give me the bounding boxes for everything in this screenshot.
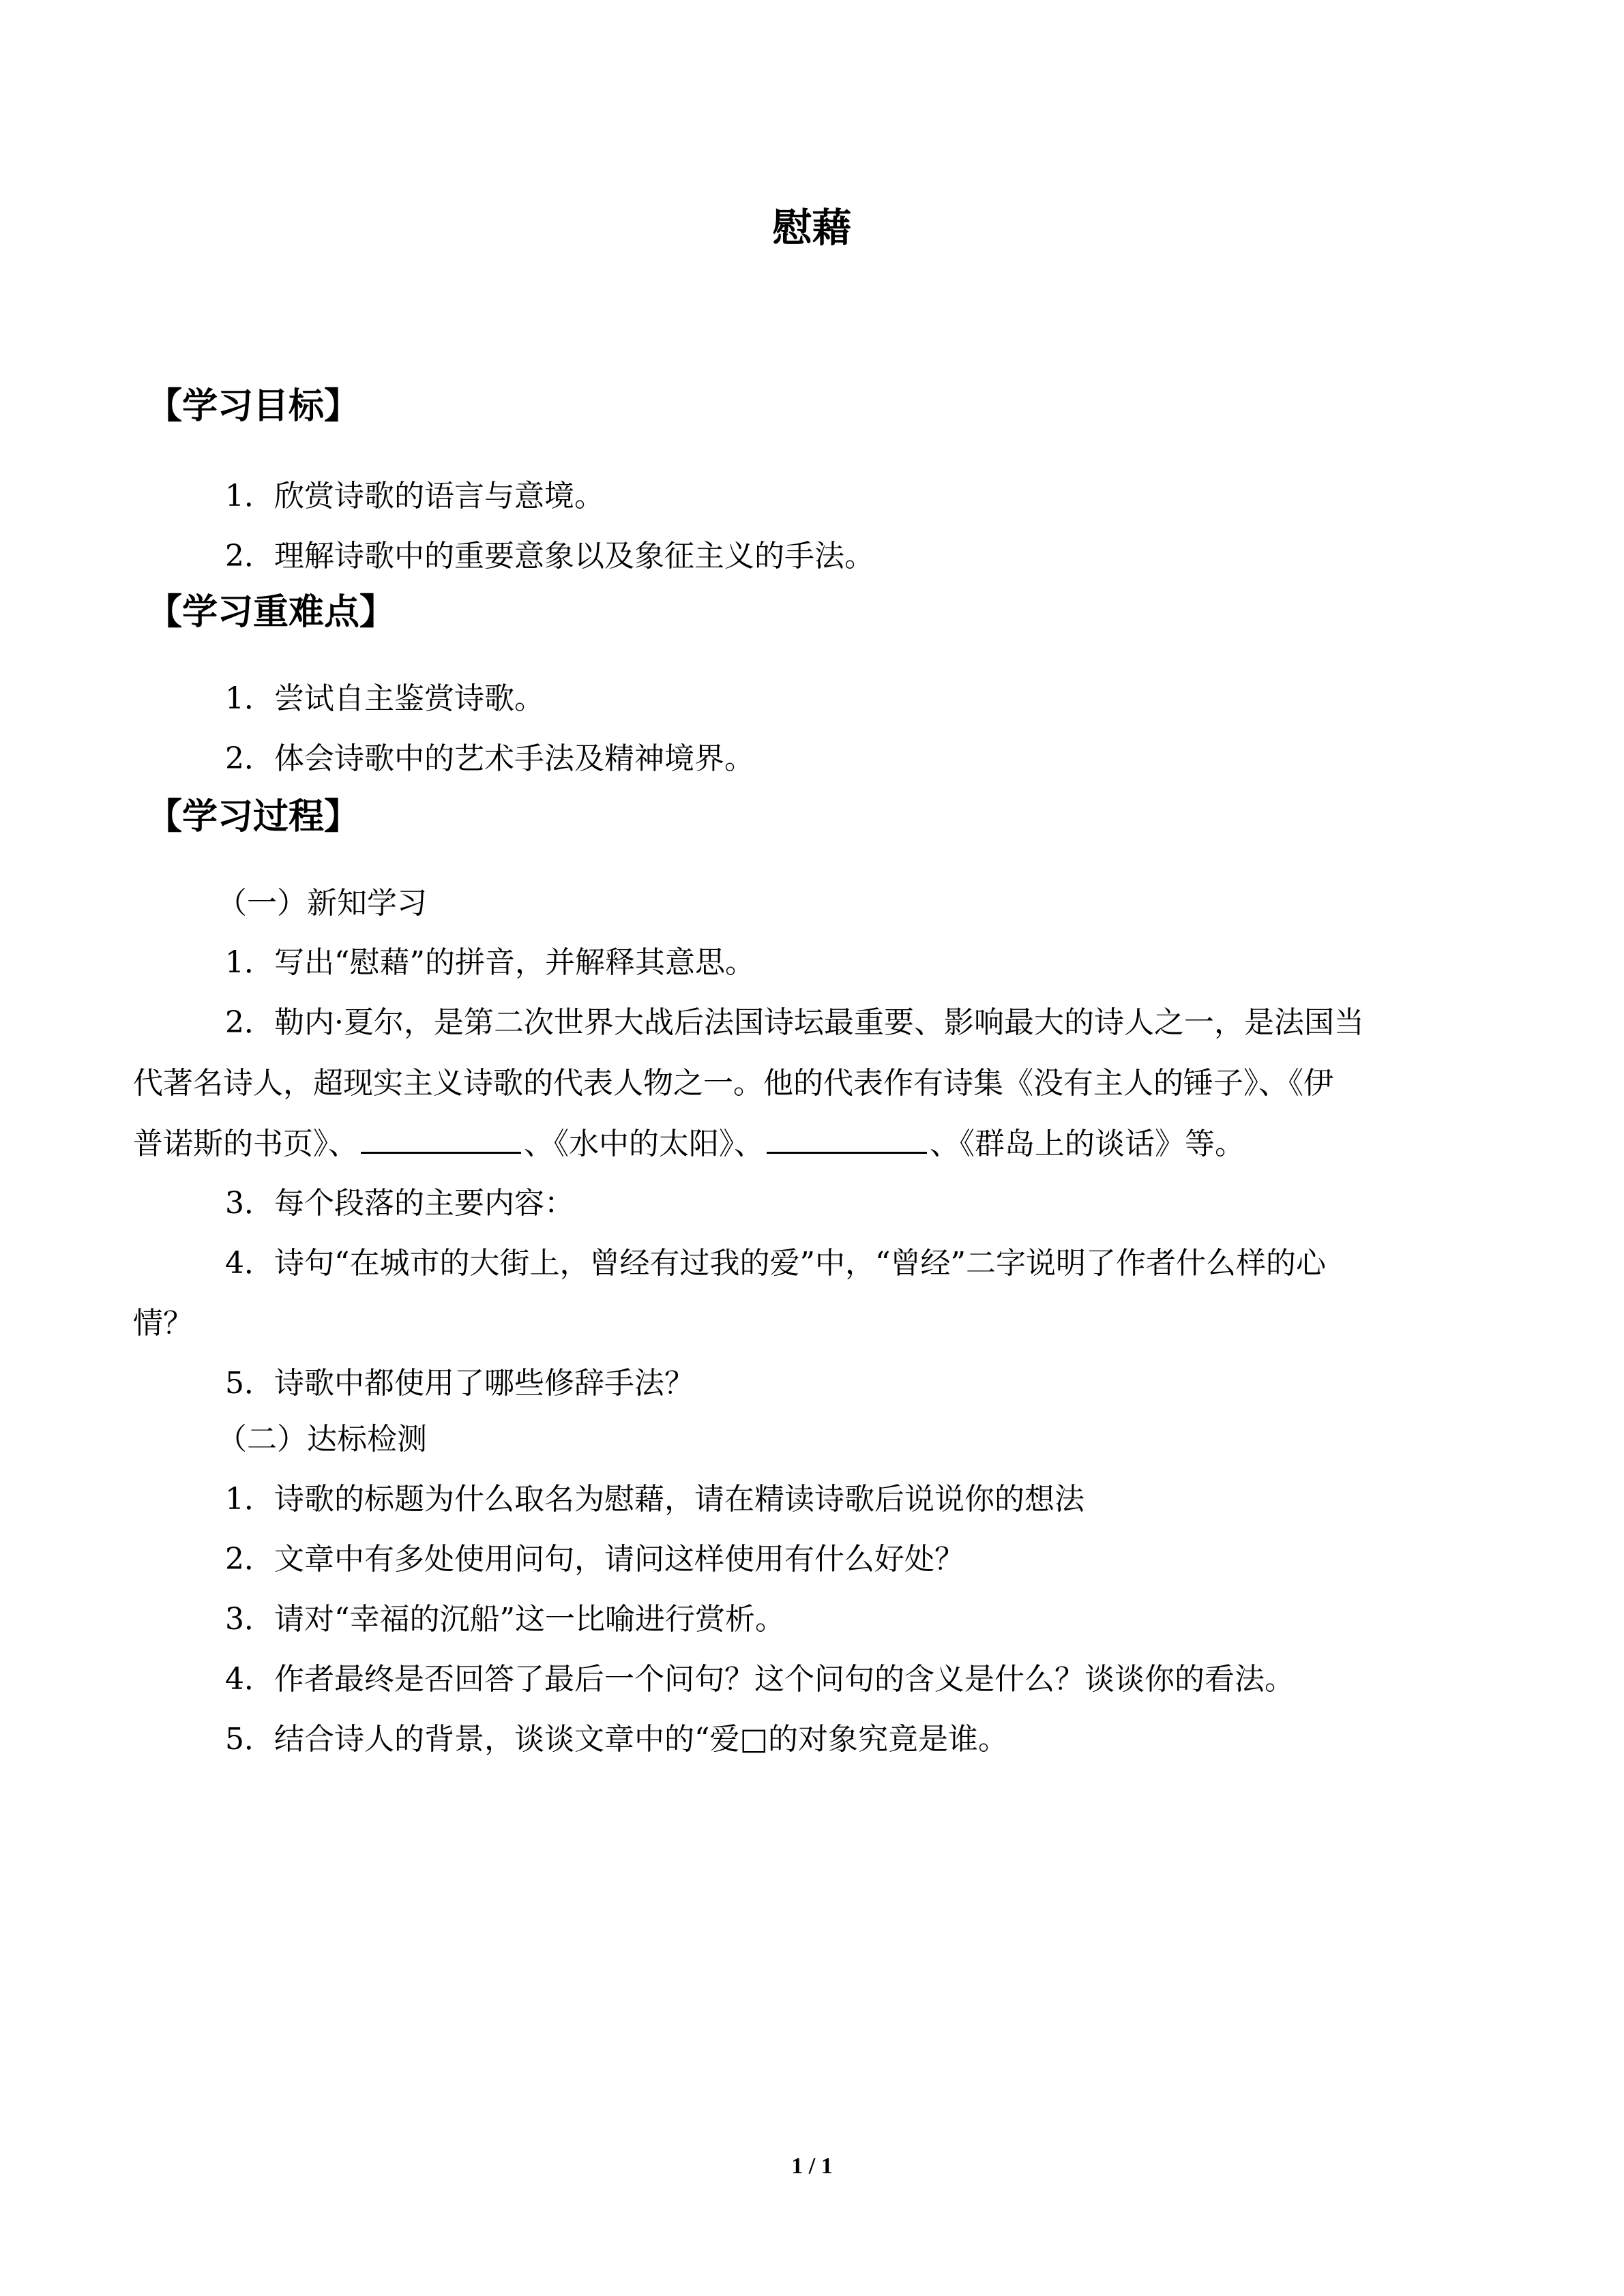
text-fragment: 、《群岛上的谈话》等。 <box>930 1127 1245 1161</box>
key-point-item-1: 1．尝试自主鉴赏诗歌。 <box>225 681 544 716</box>
fill-in-blank-1 <box>361 1129 521 1154</box>
assessment-item-1: 1．诗歌的标题为什么取名为慰藉，请在精读诗歌后说说你的想法 <box>225 1482 1084 1517</box>
subsection-label-new-knowledge: （一）新知学习 <box>217 886 427 921</box>
question-item-line: 代著名诗人，超现实主义诗歌的代表人物之一。他的代表作有诗集《没有主人的锤子》、《伊 <box>133 1066 1333 1101</box>
question-item: 1．写出“慰藉”的拼音，并解释其意思。 <box>225 945 755 980</box>
goal-item-2: 2．理解诗歌中的重要意象以及象征主义的手法。 <box>225 539 874 573</box>
text-fragment: 普诺斯的书页》、 <box>133 1127 358 1161</box>
question-item: 5．诗歌中都使用了哪些修辞手法？ <box>225 1366 694 1401</box>
goal-item-1: 1．欣赏诗歌的语言与意境。 <box>225 479 604 513</box>
question-item-line: 4．诗句“在城市的大街上，曾经有过我的爱”中，“曾经”二字说明了作者什么样的心 <box>225 1246 1326 1281</box>
text-fragment: 、《水中的太阳》、 <box>524 1127 764 1161</box>
section-heading-learning-goals: 【学习目标】 <box>147 386 360 427</box>
question-item-line: 2．勒内·夏尔，是第二次世界大战后法国诗坛最重要、影响最大的诗人之一，是法国当 <box>225 1005 1364 1040</box>
subsection-label-assessment: （二）达标检测 <box>217 1422 427 1457</box>
page-number: 1 / 1 <box>791 2153 833 2179</box>
key-point-item-2: 2．体会诗歌中的艺术手法及精神境界。 <box>225 741 754 776</box>
assessment-item-2: 2．文章中有多处使用问句，请问这样使用有什么好处？ <box>225 1542 964 1577</box>
assessment-item-4: 4．作者最终是否回答了最后一个问句？这个问句的含义是什么？谈谈你的看法。 <box>225 1662 1295 1697</box>
question-item: 3．每个段落的主要内容： <box>225 1186 574 1221</box>
section-heading-key-points: 【学习重难点】 <box>147 592 396 633</box>
question-item-line-with-blanks <box>133 1129 1245 1159</box>
question-item-line: 情？ <box>133 1306 193 1341</box>
document-title: 慰藉 <box>772 205 852 251</box>
assessment-item-5: 5．结合诗人的背景，谈谈文章中的“爱□的对象究竟是谁。 <box>225 1722 1009 1757</box>
fill-in-blank-2 <box>767 1129 927 1154</box>
section-heading-learning-process: 【学习过程】 <box>147 796 360 837</box>
assessment-item-3: 3．请对“幸福的沉船”这一比喻进行赏析。 <box>225 1602 785 1637</box>
